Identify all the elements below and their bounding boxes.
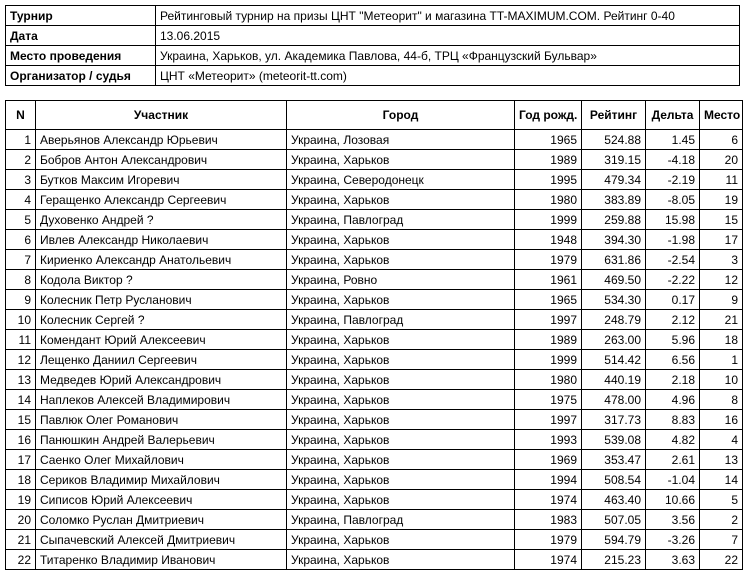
cell-birth-year: 1989 (515, 150, 582, 170)
cell-city: Украина, Харьков (287, 450, 515, 470)
header-birth-year: Год рожд. (515, 101, 582, 130)
cell-rating: 631.86 (582, 250, 646, 270)
cell-place: 20 (700, 150, 743, 170)
tournament-info-table (5, 5, 740, 86)
cell-city: Украина, Харьков (287, 190, 515, 210)
cell-delta: -4.18 (646, 150, 700, 170)
cell-place: 7 (700, 530, 743, 550)
cell-birth-year: 1965 (515, 290, 582, 310)
info-row (6, 66, 740, 86)
cell-participant: Сыпачевский Алексей Дмитриевич (36, 530, 287, 550)
cell-participant: Духовенко Андрей ? (36, 210, 287, 230)
cell-delta: 5.96 (646, 330, 700, 350)
cell-participant: Колесник Сергей ? (36, 310, 287, 330)
cell-delta: 2.12 (646, 310, 700, 330)
cell-place: 1 (700, 350, 743, 370)
cell-participant: Колесник Петр Русланович (36, 290, 287, 310)
cell-rating: 463.40 (582, 490, 646, 510)
cell-birth-year: 1995 (515, 170, 582, 190)
cell-participant: Сериков Владимир Михайлович (36, 470, 287, 490)
cell-rating: 353.47 (582, 450, 646, 470)
cell-participant: Бутков Максим Игоревич (36, 170, 287, 190)
cell-number: 11 (6, 330, 36, 350)
table-row (6, 370, 743, 390)
cell-delta: -2.54 (646, 250, 700, 270)
cell-city: Украина, Харьков (287, 250, 515, 270)
info-row (6, 46, 740, 66)
cell-birth-year: 1969 (515, 450, 582, 470)
cell-birth-year: 1997 (515, 310, 582, 330)
cell-participant: Соломко Руслан Дмитриевич (36, 510, 287, 530)
cell-place: 19 (700, 190, 743, 210)
cell-place: 18 (700, 330, 743, 350)
cell-rating: 263.00 (582, 330, 646, 350)
cell-city: Украина, Ровно (287, 270, 515, 290)
cell-delta: -1.98 (646, 230, 700, 250)
cell-birth-year: 1993 (515, 430, 582, 450)
cell-rating: 248.79 (582, 310, 646, 330)
cell-city: Украина, Харьков (287, 550, 515, 570)
cell-delta: 3.56 (646, 510, 700, 530)
cell-rating: 440.19 (582, 370, 646, 390)
header-number: N (6, 101, 36, 130)
cell-city: Украина, Харьков (287, 290, 515, 310)
cell-participant: Кириенко Александр Анатольевич (36, 250, 287, 270)
header-place: Место (700, 101, 743, 130)
info-label: Место проведения (6, 46, 156, 66)
cell-number: 13 (6, 370, 36, 390)
cell-participant: Лещенко Даниил Сергеевич (36, 350, 287, 370)
cell-rating: 317.73 (582, 410, 646, 430)
info-row (6, 6, 740, 26)
table-row (6, 550, 743, 570)
cell-city: Украина, Харьков (287, 410, 515, 430)
cell-participant: Медведев Юрий Александрович (36, 370, 287, 390)
cell-city: Украина, Харьков (287, 330, 515, 350)
cell-rating: 478.00 (582, 390, 646, 410)
cell-participant: Титаренко Владимир Иванович (36, 550, 287, 570)
info-value: Украина, Харьков, ул. Академика Павлова, 44-б, ТРЦ «Французский Бульвар» (156, 46, 740, 66)
cell-place: 6 (700, 130, 743, 150)
cell-place: 22 (700, 550, 743, 570)
cell-delta: -1.04 (646, 470, 700, 490)
cell-city: Украина, Харьков (287, 230, 515, 250)
table-row (6, 470, 743, 490)
cell-place: 3 (700, 250, 743, 270)
cell-participant: Ивлев Александр Николаевич (36, 230, 287, 250)
cell-birth-year: 1975 (515, 390, 582, 410)
cell-number: 17 (6, 450, 36, 470)
header-city: Город (287, 101, 515, 130)
cell-number: 19 (6, 490, 36, 510)
cell-birth-year: 1999 (515, 350, 582, 370)
results-header-row (6, 101, 743, 130)
cell-number: 18 (6, 470, 36, 490)
cell-place: 10 (700, 370, 743, 390)
header-participant: Участник (36, 101, 287, 130)
cell-birth-year: 1974 (515, 490, 582, 510)
cell-birth-year: 1979 (515, 250, 582, 270)
cell-place: 16 (700, 410, 743, 430)
cell-number: 7 (6, 250, 36, 270)
cell-birth-year: 1994 (515, 470, 582, 490)
cell-birth-year: 1974 (515, 550, 582, 570)
cell-delta: -2.22 (646, 270, 700, 290)
cell-birth-year: 1965 (515, 130, 582, 150)
cell-rating: 319.15 (582, 150, 646, 170)
cell-rating: 539.08 (582, 430, 646, 450)
cell-participant: Комендант Юрий Алексеевич (36, 330, 287, 350)
cell-city: Украина, Харьков (287, 150, 515, 170)
cell-number: 14 (6, 390, 36, 410)
cell-place: 14 (700, 470, 743, 490)
table-row (6, 410, 743, 430)
cell-city: Украина, Павлоград (287, 310, 515, 330)
cell-number: 6 (6, 230, 36, 250)
table-row (6, 190, 743, 210)
cell-rating: 534.30 (582, 290, 646, 310)
cell-rating: 507.05 (582, 510, 646, 530)
cell-participant: Геращенко Александр Сергеевич (36, 190, 287, 210)
cell-number: 21 (6, 530, 36, 550)
cell-number: 16 (6, 430, 36, 450)
cell-birth-year: 1979 (515, 530, 582, 550)
info-value: ЦНТ «Метеорит» (meteorit-tt.com) (156, 66, 740, 86)
cell-city: Украина, Лозовая (287, 130, 515, 150)
cell-place: 4 (700, 430, 743, 450)
cell-city: Украина, Харьков (287, 430, 515, 450)
table-row (6, 230, 743, 250)
info-value: Рейтинговый турнир на призы ЦНТ "Метеорит" и магазина TT-MAXIMUM.COM. Рейтинг 0-40 (156, 6, 740, 26)
table-row (6, 390, 743, 410)
cell-number: 9 (6, 290, 36, 310)
header-delta: Дельта (646, 101, 700, 130)
cell-number: 20 (6, 510, 36, 530)
cell-city: Украина, Харьков (287, 530, 515, 550)
cell-birth-year: 1983 (515, 510, 582, 530)
cell-delta: -2.19 (646, 170, 700, 190)
table-row (6, 290, 743, 310)
info-label: Дата (6, 26, 156, 46)
table-row (6, 130, 743, 150)
cell-delta: -8.05 (646, 190, 700, 210)
cell-delta: 10.66 (646, 490, 700, 510)
table-row (6, 530, 743, 550)
cell-participant: Панюшкин Андрей Валерьевич (36, 430, 287, 450)
cell-delta: 3.63 (646, 550, 700, 570)
cell-place: 21 (700, 310, 743, 330)
cell-place: 9 (700, 290, 743, 310)
cell-participant: Кодола Виктор ? (36, 270, 287, 290)
table-row (6, 350, 743, 370)
cell-birth-year: 1961 (515, 270, 582, 290)
table-row (6, 490, 743, 510)
table-row (6, 510, 743, 530)
cell-rating: 383.89 (582, 190, 646, 210)
cell-city: Украина, Харьков (287, 490, 515, 510)
cell-birth-year: 1997 (515, 410, 582, 430)
cell-number: 15 (6, 410, 36, 430)
cell-city: Украина, Северодонецк (287, 170, 515, 190)
results-body (6, 130, 743, 570)
cell-number: 8 (6, 270, 36, 290)
cell-city: Украина, Харьков (287, 350, 515, 370)
cell-birth-year: 1980 (515, 190, 582, 210)
cell-number: 12 (6, 350, 36, 370)
cell-delta: 4.96 (646, 390, 700, 410)
cell-city: Украина, Павлоград (287, 210, 515, 230)
tournament-info-body (6, 6, 740, 86)
cell-rating: 215.23 (582, 550, 646, 570)
cell-rating: 394.30 (582, 230, 646, 250)
table-row (6, 210, 743, 230)
table-row (6, 330, 743, 350)
table-row (6, 310, 743, 330)
cell-rating: 259.88 (582, 210, 646, 230)
table-row (6, 430, 743, 450)
cell-delta: 15.98 (646, 210, 700, 230)
info-label: Организатор / судья (6, 66, 156, 86)
info-value: 13.06.2015 (156, 26, 740, 46)
cell-number: 10 (6, 310, 36, 330)
cell-place: 8 (700, 390, 743, 410)
cell-delta: 0.17 (646, 290, 700, 310)
table-row (6, 450, 743, 470)
table-row (6, 250, 743, 270)
cell-place: 13 (700, 450, 743, 470)
table-row (6, 170, 743, 190)
cell-participant: Наплеков Алексей Владимирович (36, 390, 287, 410)
cell-participant: Сиписов Юрий Алексеевич (36, 490, 287, 510)
results-table (5, 100, 743, 570)
cell-place: 2 (700, 510, 743, 530)
cell-delta: 2.18 (646, 370, 700, 390)
cell-place: 17 (700, 230, 743, 250)
info-label: Турнир (6, 6, 156, 26)
cell-delta: -3.26 (646, 530, 700, 550)
cell-birth-year: 1980 (515, 370, 582, 390)
cell-birth-year: 1999 (515, 210, 582, 230)
cell-participant: Аверьянов Александр Юрьевич (36, 130, 287, 150)
cell-number: 22 (6, 550, 36, 570)
cell-rating: 508.54 (582, 470, 646, 490)
cell-number: 1 (6, 130, 36, 150)
cell-rating: 469.50 (582, 270, 646, 290)
cell-birth-year: 1948 (515, 230, 582, 250)
cell-number: 5 (6, 210, 36, 230)
cell-delta: 6.56 (646, 350, 700, 370)
cell-participant: Бобров Антон Александрович (36, 150, 287, 170)
cell-place: 15 (700, 210, 743, 230)
cell-delta: 4.82 (646, 430, 700, 450)
cell-number: 4 (6, 190, 36, 210)
cell-rating: 479.34 (582, 170, 646, 190)
header-rating: Рейтинг (582, 101, 646, 130)
cell-number: 3 (6, 170, 36, 190)
cell-birth-year: 1989 (515, 330, 582, 350)
cell-city: Украина, Харьков (287, 370, 515, 390)
table-row (6, 270, 743, 290)
table-row (6, 150, 743, 170)
cell-rating: 514.42 (582, 350, 646, 370)
cell-delta: 1.45 (646, 130, 700, 150)
cell-participant: Саенко Олег Михайлович (36, 450, 287, 470)
cell-place: 11 (700, 170, 743, 190)
cell-delta: 2.61 (646, 450, 700, 470)
info-row (6, 26, 740, 46)
cell-rating: 594.79 (582, 530, 646, 550)
cell-city: Украина, Харьков (287, 390, 515, 410)
cell-place: 12 (700, 270, 743, 290)
cell-rating: 524.88 (582, 130, 646, 150)
cell-participant: Павлюк Олег Романович (36, 410, 287, 430)
cell-delta: 8.83 (646, 410, 700, 430)
cell-place: 5 (700, 490, 743, 510)
cell-city: Украина, Харьков (287, 470, 515, 490)
cell-city: Украина, Павлоград (287, 510, 515, 530)
cell-number: 2 (6, 150, 36, 170)
